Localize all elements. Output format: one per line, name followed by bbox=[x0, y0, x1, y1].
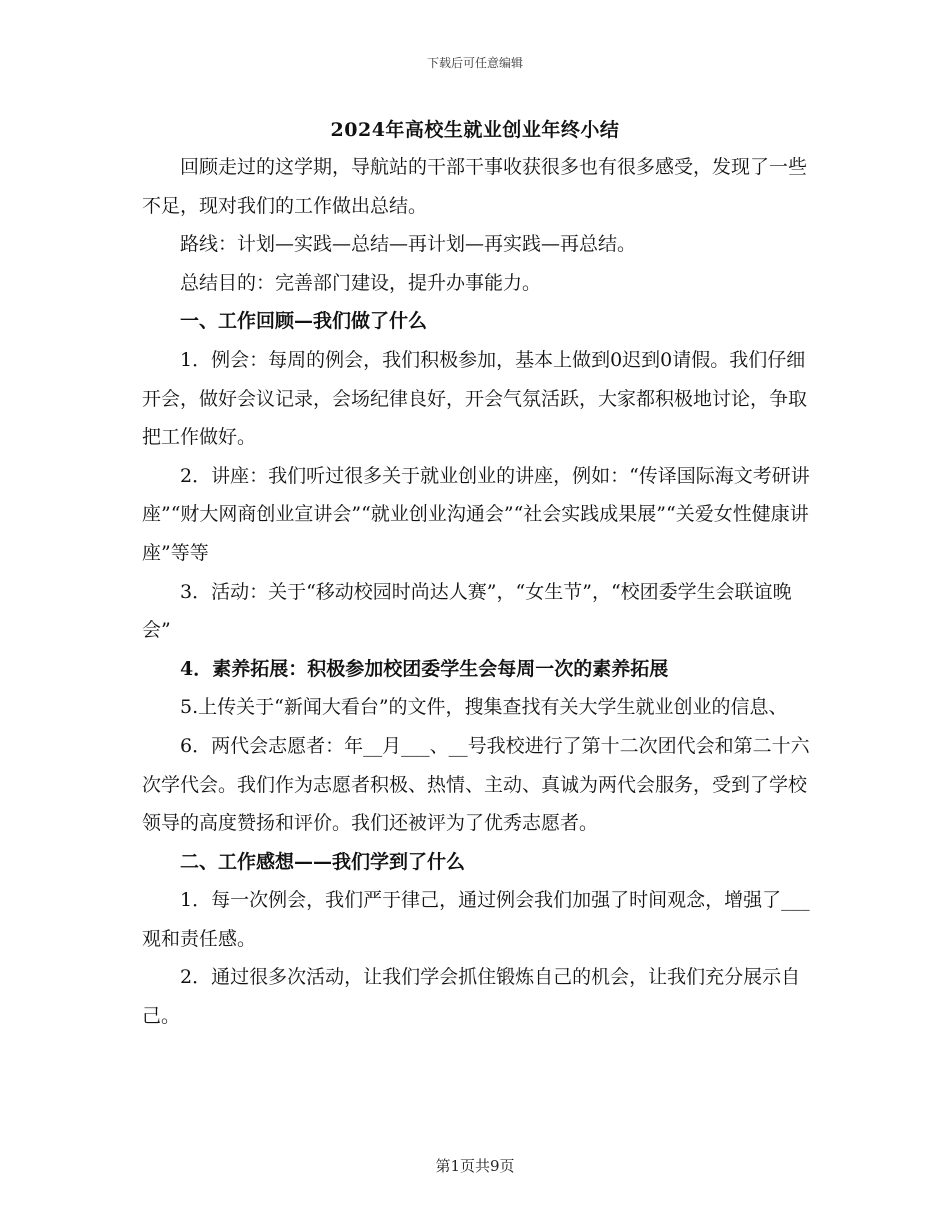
document-title: 2024年高校生就业创业年终小结 bbox=[330, 119, 620, 141]
item-lectures: 2．讲座：我们听过很多关于就业创业的讲座，例如：“传译国际海文考研讲座”“财大网商创业宣讲会”“就业创业沟通会”“社会实践成果展”“关爱女性健康讲座”等等 bbox=[142, 464, 810, 564]
document-body bbox=[142, 148, 812, 1036]
section-heading-review: 一、工作回顾—我们做了什么 bbox=[180, 310, 428, 333]
reflection-activities: 2．通过很多次活动，让我们学会抓住锻炼自己的机会，让我们充分展示自己。 bbox=[142, 966, 801, 1028]
item-upload-files: 5.上传关于“新闻大看台”的文件，搜集查找有关大学生就业创业的信息、 bbox=[180, 696, 788, 719]
page-header: 下载后可任意编辑 bbox=[426, 56, 523, 70]
route-paragraph: 路线：计划—实践—总结—再计划—再实践—再总结。 bbox=[180, 233, 637, 256]
purpose-paragraph: 总结目的：完善部门建设，提升办事能力。 bbox=[180, 271, 542, 294]
item-quality-expansion: 4．素养拓展：积极参加校团委学生会每周一次的素养拓展 bbox=[180, 657, 669, 680]
item-volunteers: 6．两代会志愿者：年__月___、__号我校进行了第十二次团代会和第二十六次学代会。我们作为志愿者积极、热情、主动、真诚为两代会服务，受到了学校领导的高度赞扬和评价。我们还被评为了优秀志愿者。 bbox=[142, 734, 810, 835]
section-heading-reflections: 二、工作感想——我们学到了什么 bbox=[180, 850, 466, 873]
page-footer: 第1页共9页 bbox=[435, 1157, 515, 1175]
intro-paragraph: 回顾走过的这学期，导航站的干部干事收获很多也有很多感受，发现了一些不足，现对我们的工作做出总结。 bbox=[142, 156, 808, 217]
item-meetings: 1．例会：每周的例会，我们积极参加，基本上做到0迟到0请假。我们仔细开会，做好会议记录，会场纪律良好，开会气氛活跃，大家都积极地讨论，争取把工作做好。 bbox=[142, 348, 808, 449]
item-activities: 3．活动：关于“移动校园时尚达人赛”，“女生节”，“校团委学生会联谊晚会” bbox=[142, 580, 792, 642]
reflection-meetings: 1．每一次例会，我们严于律己，通过例会我们加强了时间观念，增强了___观和责任感。 bbox=[142, 889, 810, 950]
